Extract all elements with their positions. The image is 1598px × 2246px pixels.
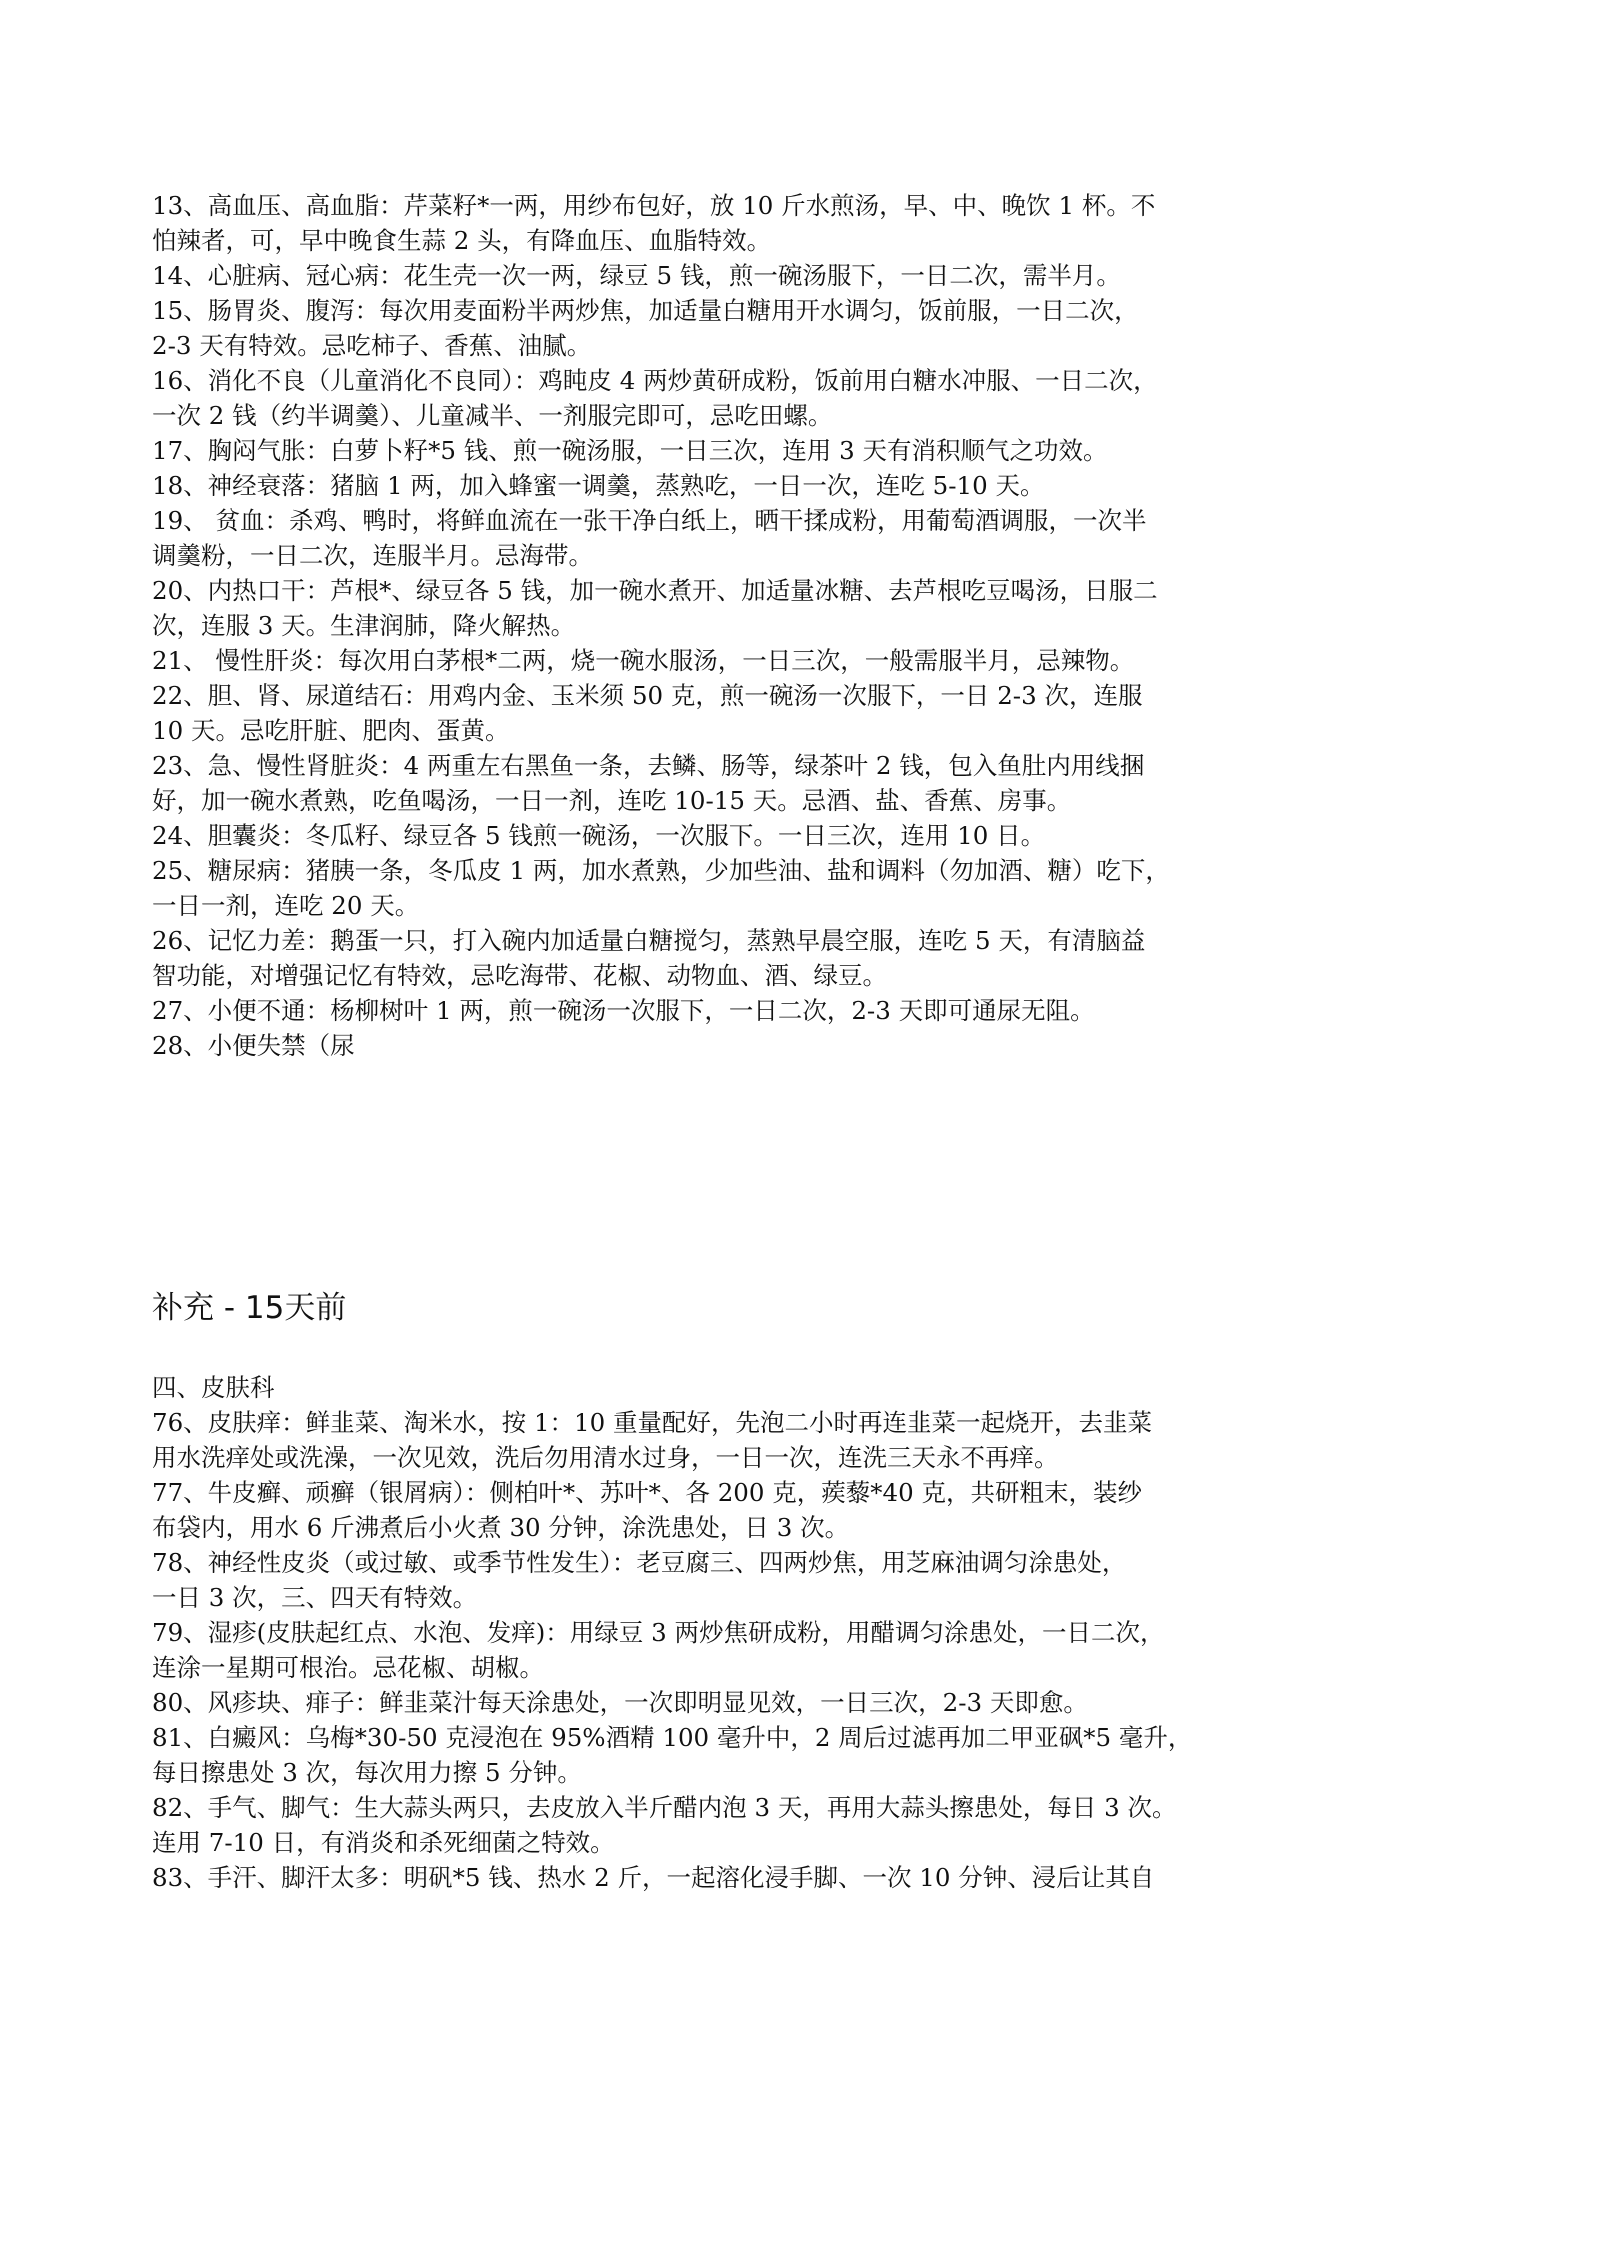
text-line: 一次 2 钱（约半调羹）、儿童减半、一剂服完即可，忌吃田螺。 [152,401,833,430]
text-line: 每日擦患处 3 次，每次用力擦 5 分钟。 [152,1758,582,1787]
text-line: 21、 慢性肝炎：每次用白茅根*二两，烧一碗水服汤，一日三次，一般需服半月，忌辣物。 [152,646,1135,675]
text-line: 79、湿疹(皮肤起红点、水泡、发痒)：用绿豆 3 两炒焦研成粉，用醋调匀涂患处，一日二次， [152,1618,1165,1647]
text-line: 18、神经衰落：猪脑 1 两，加入蜂蜜一调羹，蒸熟吃，一日一次，连吃 5-10 天。 [152,471,1045,500]
section-heading: 补充 - 15天前 [152,1290,347,1326]
text-line: 25、糖尿病：猪胰一条，冬瓜皮 1 两，加水煮熟，少加些油、盐和调料（勿加酒、糖）吃下， [152,856,1170,885]
text-line: 一日一剂，连吃 20 天。 [152,891,420,920]
text-line: 一日 3 次，三、四天有特效。 [152,1583,478,1612]
text-line: 80、风疹块、痱子：鲜韭菜汁每天涂患处，一次即明显见效，一日三次，2-3 天即愈。 [152,1688,1088,1717]
text-line: 77、牛皮癣、顽癣（银屑病）：侧柏叶*、苏叶*、各 200 克，蒺藜*40 克，共研粗末，装纱 [152,1478,1142,1507]
text-line: 13、高血压、高血脂：芹菜籽*一两，用纱布包好，放 10 斤水煎汤，早、中、晚饮 1 杯。不 [152,191,1156,220]
text-line: 2-3 天有特效。忌吃柿子、香蕉、油腻。 [152,331,592,360]
text-line: 16、消化不良（儿童消化不良同）：鸡盹皮 4 两炒黄研成粉，饭前用白糖水冲服、一日二次， [152,366,1158,395]
text-line: 怕辣者，可，早中晚食生蒜 2 头，有降血压、血脂特效。 [152,226,772,255]
text-line: 81、白癜风：乌梅*30-50 克浸泡在 95%酒精 100 毫升中，2 周后过滤再加二甲亚砜*5 毫升， [152,1723,1193,1752]
text-line: 连涂一星期可根治。忌花椒、胡椒。 [152,1653,544,1682]
text-line: 17、胸闷气胀：白萝卜籽*5 钱、煎一碗汤服，一日三次，连用 3 天有消积顺气之功效。 [152,436,1108,465]
text-line: 四、皮肤科 [152,1373,275,1402]
text-line: 26、记忆力差：鹅蛋一只，打入碗内加适量白糖搅匀，蒸熟早晨空服，连吃 5 天，有清脑益 [152,926,1146,955]
text-line: 好，加一碗水煮熟，吃鱼喝汤，一日一剂，连吃 10-15 天。忌酒、盐、香蕉、房事。 [152,786,1072,815]
text-line: 布袋内，用水 6 斤沸煮后小火煮 30 分钟，涂洗患处，日 3 次。 [152,1513,850,1542]
text-line: 19、 贫血：杀鸡、鸭时，将鲜血流在一张干净白纸上，晒干揉成粉，用葡萄酒调服，一次半 [152,506,1147,535]
text-line: 次，连服 3 天。生津润肺，降火解热。 [152,611,576,640]
text-line: 连用 7-10 日，有消炎和杀死细菌之特效。 [152,1828,615,1857]
text-line: 用水洗痒处或洗澡，一次见效，洗后勿用清水过身，一日一次，连洗三天永不再痒。 [152,1443,1059,1472]
text-line: 83、手汗、脚汗太多：明矾*5 钱、热水 2 斤，一起溶化浸手脚、一次 10 分钟、浸后让其自 [152,1863,1155,1892]
text-line: 76、皮肤痒：鲜韭菜、淘米水，按 1：10 重量配好，先泡二小时再连韭菜一起烧开，去韭菜 [152,1408,1153,1437]
text-line: 智功能，对增强记忆有特效，忌吃海带、花椒、动物血、酒、绿豆。 [152,961,887,990]
text-line: 15、肠胃炎、腹泻：每次用麦面粉半两炒焦，加适量白糖用开水调匀，饭前服，一日二次， [152,296,1139,325]
text-line: 23、急、慢性肾脏炎：4 两重左右黑鱼一条，去鳞、肠等，绿茶叶 2 钱，包入鱼肚内用线捆 [152,751,1145,780]
text-line: 22、胆、肾、尿道结石：用鸡内金、玉米须 50 克，煎一碗汤一次服下，一日 2-3 次，连服 [152,681,1143,710]
text-line: 调羹粉，一日二次，连服半月。忌海带。 [152,541,593,570]
text-line: 24、胆囊炎：冬瓜籽、绿豆各 5 钱煎一碗汤，一次服下。一日三次，连用 10 日。 [152,821,1046,850]
text-line: 27、小便不通：杨柳树叶 1 两，煎一碗汤一次服下，一日二次，2-3 天即可通尿无阻。 [152,996,1095,1025]
text-line: 78、神经性皮炎（或过敏、或季节性发生）：老豆腐三、四两炒焦，用芝麻油调匀涂患处， [152,1548,1127,1577]
remedies-section-two [152,1370,1442,1895]
text-line: 28、小便失禁（尿 [152,1031,355,1060]
text-line: 20、内热口干：芦根*、绿豆各 5 钱，加一碗水煮开、加适量冰糖、去芦根吃豆喝汤，日服二 [152,576,1158,605]
remedies-section-one [152,188,1442,1063]
text-line: 10 天。忌吃肝脏、肥肉、蛋黄。 [152,716,510,745]
text-line: 14、心脏病、冠心病：花生壳一次一两，绿豆 5 钱，煎一碗汤服下，一日二次，需半月。 [152,261,1121,290]
text-line: 82、手气、脚气：生大蒜头两只，去皮放入半斤醋内泡 3 天，再用大蒜头擦患处，每日 3 次。 [152,1793,1177,1822]
